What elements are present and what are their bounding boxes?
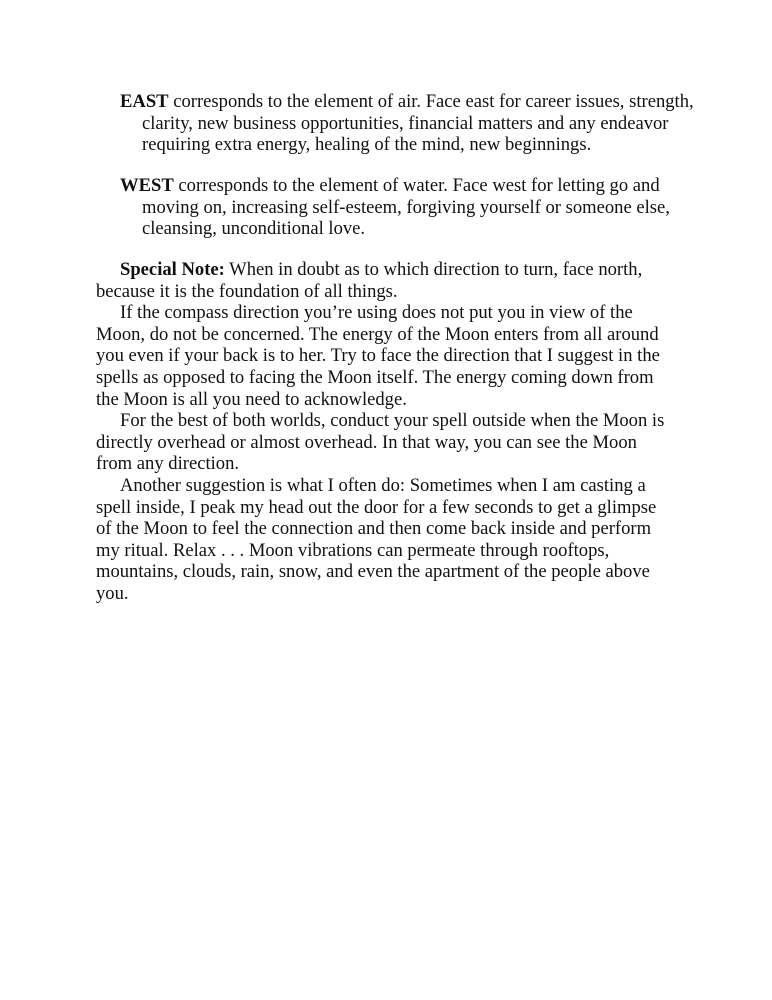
direction-text-west: corresponds to the element of water. Face west for letting go and moving on, increasing self-esteem, forgiving yourself or someone else, cleansing, unconditional love. <box>142 175 670 240</box>
direction-term-west: WEST <box>120 175 174 196</box>
direction-term-east: EAST <box>120 91 169 112</box>
special-note-paragraph <box>96 259 676 302</box>
paragraph-another-suggestion: Another suggestion is what I often do: Sometimes when I am casting a spell inside, I peak my head out the door for a few seconds to get a glimpse of the Moon to feel the connection and then come back inside and perform my ritual. Relax . . . Moon vibrations can permeate through rooftops, mountains, clouds, rain, snow, and even the apartment of the people above you. <box>96 474 657 604</box>
paragraph-compass-direction: If the compass direction you’re using does not put you in view of the Moon, do not be concerned. The energy of the Moon enters from all around you even if your back is to her. Try to face the direction that I suggest in the spells as opposed to facing the Moon itself. The energy coming down from the Moon is all you need to acknowledge. <box>96 302 660 410</box>
special-note-text: When in doubt as to which direction to turn, face north, because it is the foundation of all things. <box>96 259 643 302</box>
direction-entry-west <box>120 175 704 240</box>
paragraph-best-of-both-worlds: For the best of both worlds, conduct your spell outside when the Moon is directly overhead or almost overhead. In that way, you can see the Moon from any direction. <box>96 410 665 475</box>
body-text <box>96 259 676 605</box>
direction-text-east: corresponds to the element of air. Face east for career issues, strength, clarity, new business opportunities, financial matters and any endeavor requiring extra energy, healing of the mind, new beginnings. <box>142 91 694 156</box>
special-note-label: Special Note: <box>120 259 225 280</box>
direction-entry-east <box>120 91 704 156</box>
